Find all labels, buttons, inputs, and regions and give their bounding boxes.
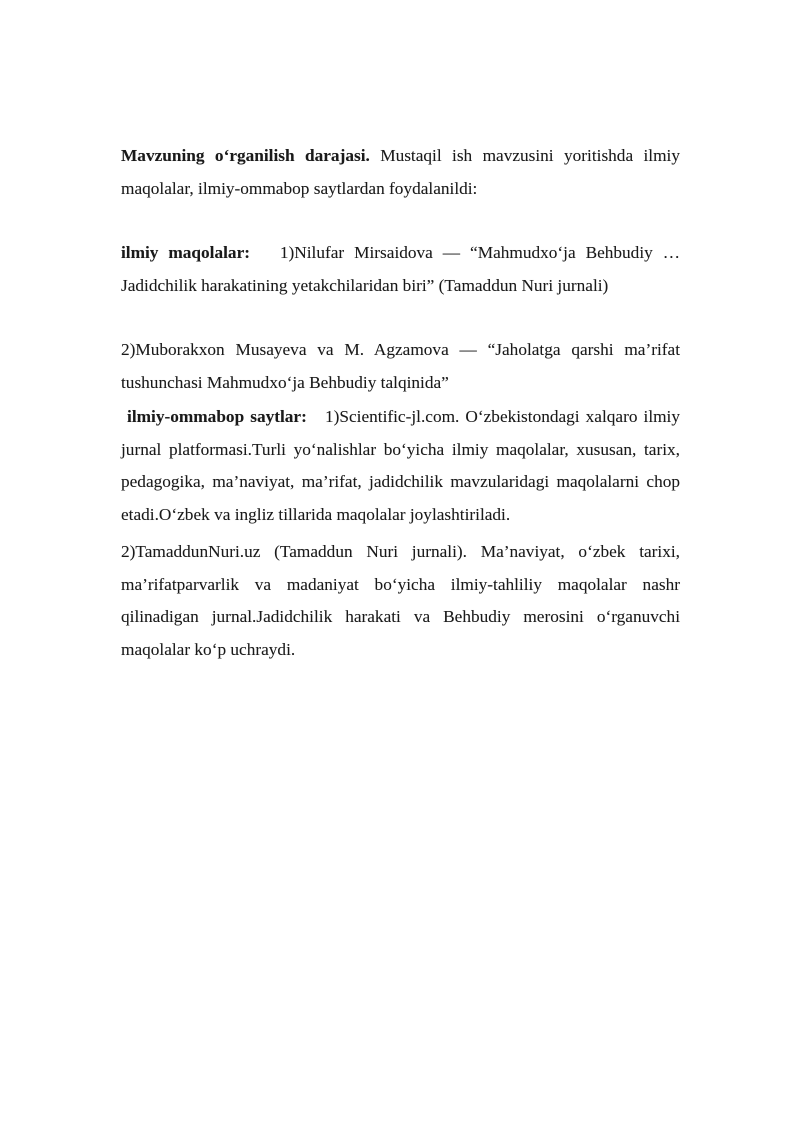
paragraph-site-2 bbox=[121, 536, 680, 666]
label-scientific-articles: ilmiy maqolalar: bbox=[121, 243, 250, 262]
paragraph-popular-sites bbox=[121, 401, 680, 531]
paragraph-scientific-articles bbox=[121, 237, 680, 302]
article-item-1: 1)Nilufar Mirsaidova — “Mahmudxo‘ja Behbudiy … Jadidchilik harakatining yetakchilaridan biri” (Tamaddun Nuri jurnali) bbox=[121, 243, 681, 295]
label-gap bbox=[250, 243, 280, 262]
paragraph-study-level bbox=[121, 140, 680, 205]
site-item-2: 2)TamaddunNuri.uz (Tamaddun Nuri jurnali). Ma’naviyat, o‘zbek tarixi, ma’rifatparvarlik va madaniyat bo‘yicha ilmiy-tahliliy maqolalar nashr qilinadigan jurnal.Jadidchilik harakati va Behbudiy merosini o‘rganuvchi maqolalar ko‘p uchraydi. bbox=[121, 542, 680, 659]
site-item-1: 1)Scientific-jl.com. O‘zbekistondagi xalqaro ilmiy jurnal platformasi.Turli yo‘nalishlar bo‘yicha ilmiy maqolalar, xususan, tarix, pedagogika, ma’naviyat, ma’rifat, jadidchilik mavzularidagi maqolalarni chop etadi.O‘zbek va ingliz tillarida maqolalar joylashtiriladi. bbox=[121, 407, 680, 524]
paragraph-article-2 bbox=[121, 334, 680, 399]
article-item-2: 2)Muborakxon Musayeva va M. Agzamova — “Jaholatga qarshi ma’rifat tushunchasi Mahmudxo‘ja Behbudiy talqinida” bbox=[121, 340, 680, 392]
heading-study-level: Mavzuning o‘rganilish darajasi. bbox=[121, 146, 370, 165]
label-popular-sites: ilmiy-ommabop saytlar: bbox=[127, 407, 307, 426]
label-gap bbox=[307, 407, 325, 426]
paragraph-study-level-text: Mustaqil ish mavzusini yoritishda ilmiy maqolalar, ilmiy-ommabop saytlardan foydalanildi: bbox=[121, 146, 680, 198]
document-body bbox=[121, 140, 680, 666]
